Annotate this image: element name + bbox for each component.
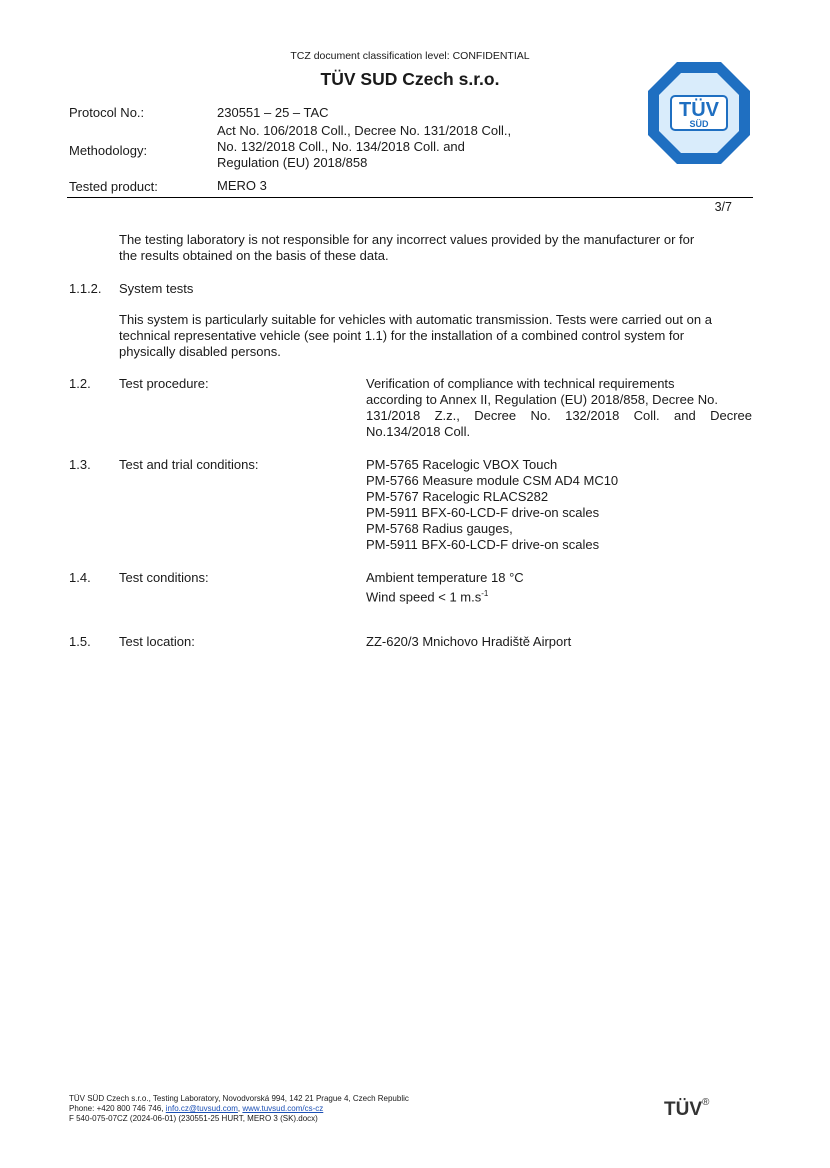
test-procedure-label: Test procedure: bbox=[119, 376, 209, 391]
footer-contact bbox=[69, 1104, 409, 1114]
disclaimer-line: The testing laboratory is not responsible for any incorrect values provided by the manufacturer or for bbox=[119, 232, 695, 247]
wind-speed bbox=[366, 586, 752, 605]
footer-email-link[interactable]: info.cz@tuvsud.com bbox=[165, 1104, 238, 1113]
section-number-1-2: 1.2. bbox=[69, 376, 91, 391]
company-name: TÜV SUD Czech s.r.o. bbox=[320, 69, 500, 89]
logo-text-bottom: SÜD bbox=[689, 119, 709, 129]
page-number: 3/7 bbox=[714, 200, 732, 214]
methodology-line: Act No. 106/2018 Coll., Decree No. 131/2018 Coll., bbox=[217, 123, 512, 138]
system-tests-paragraph bbox=[119, 312, 752, 360]
methodology-line: Regulation (EU) 2018/858 bbox=[217, 155, 368, 170]
section-number-1-1-2: 1.1.2. bbox=[69, 281, 102, 296]
ambient-temperature: Ambient temperature 18 °C bbox=[366, 570, 524, 585]
footer-form-reference: F 540-075-07CZ (2024-06-01) (230551-25 HURT, MERO 3 (SK).docx) bbox=[69, 1114, 318, 1123]
registered-mark-icon: ® bbox=[702, 1096, 710, 1108]
section-number-1-4: 1.4. bbox=[69, 570, 91, 585]
section-title-system-tests: System tests bbox=[119, 281, 194, 296]
equipment-item: PM-5911 BFX-60-LCD-F drive-on scales bbox=[366, 505, 600, 520]
protocol-label: Protocol No.: bbox=[69, 105, 145, 120]
trial-conditions-label: Test and trial conditions: bbox=[119, 457, 259, 472]
footer-phone: Phone: +420 800 746 746, bbox=[69, 1104, 166, 1113]
disclaimer-line: the results obtained on the basis of these data. bbox=[119, 248, 389, 263]
methodology-line: No. 132/2018 Coll., No. 134/2018 Coll. and bbox=[217, 139, 465, 154]
paragraph-line: technical representative vehicle (see point 1.1) for the installation of a combined control system for bbox=[119, 328, 685, 343]
protocol-value: 230551 – 25 – TAC bbox=[217, 105, 329, 120]
procedure-line: 131/2018 Z.z., Decree No. 132/2018 Coll. and Decree bbox=[366, 408, 752, 423]
procedure-line: according to Annex II, Regulation (EU) 2018/858, Decree No. bbox=[366, 392, 718, 407]
paragraph-line: physically disabled persons. bbox=[119, 344, 281, 359]
procedure-line: Verification of compliance with technical requirements bbox=[366, 376, 675, 391]
footer-separator: , bbox=[237, 1104, 243, 1113]
tested-product-label: Tested product: bbox=[69, 179, 158, 194]
test-location-label: Test location: bbox=[119, 634, 195, 649]
procedure-line: No.134/2018 Coll. bbox=[366, 424, 471, 439]
footer-address: TÜV SÜD Czech s.r.o., Testing Laboratory, Novodvorská 994, 142 21 Prague 4, Czech Republic bbox=[69, 1094, 409, 1103]
paragraph-line: This system is particularly suitable for vehicles with automatic transmission. Tests were carried out on a bbox=[119, 312, 712, 327]
classification-level: TCZ document classification level: CONFIDENTIAL bbox=[290, 50, 530, 62]
footer-logo-text: TÜV bbox=[664, 1099, 702, 1120]
test-conditions-value bbox=[366, 570, 752, 605]
header-divider bbox=[67, 197, 753, 198]
footer-tuv-logo bbox=[664, 1096, 710, 1121]
trial-conditions-list bbox=[366, 457, 752, 553]
wind-speed-text: Wind speed < 1 m.s bbox=[366, 589, 482, 605]
equipment-item: PM-5766 Measure module CSM AD4 MC10 bbox=[366, 473, 619, 488]
equipment-item: PM-5768 Radius gauges, bbox=[366, 521, 513, 536]
test-procedure-value bbox=[366, 376, 752, 440]
test-conditions-label: Test conditions: bbox=[119, 570, 209, 585]
equipment-item: PM-5765 Racelogic VBOX Touch bbox=[366, 457, 558, 472]
disclaimer-paragraph bbox=[119, 232, 752, 264]
section-number-1-5: 1.5. bbox=[69, 634, 91, 649]
tested-product-value: MERO 3 bbox=[217, 178, 267, 193]
test-location-value: ZZ-620/3 Mnichovo Hradiště Airport bbox=[366, 634, 572, 649]
tuv-octagon-icon bbox=[646, 60, 752, 166]
methodology-value bbox=[217, 123, 511, 171]
section-number-1-3: 1.3. bbox=[69, 457, 91, 472]
equipment-item: PM-5911 BFX-60-LCD-F drive-on scales bbox=[366, 537, 600, 552]
methodology-label: Methodology: bbox=[69, 143, 148, 158]
footer-website-link[interactable]: www.tuvsud.com/cs-cz bbox=[242, 1104, 324, 1113]
wind-speed-exponent: -1 bbox=[481, 589, 489, 598]
logo-text-top: TÜV bbox=[679, 99, 719, 121]
footer bbox=[69, 1094, 409, 1124]
equipment-item: PM-5767 Racelogic RLACS282 bbox=[366, 489, 549, 504]
tuv-sud-logo bbox=[646, 60, 752, 166]
